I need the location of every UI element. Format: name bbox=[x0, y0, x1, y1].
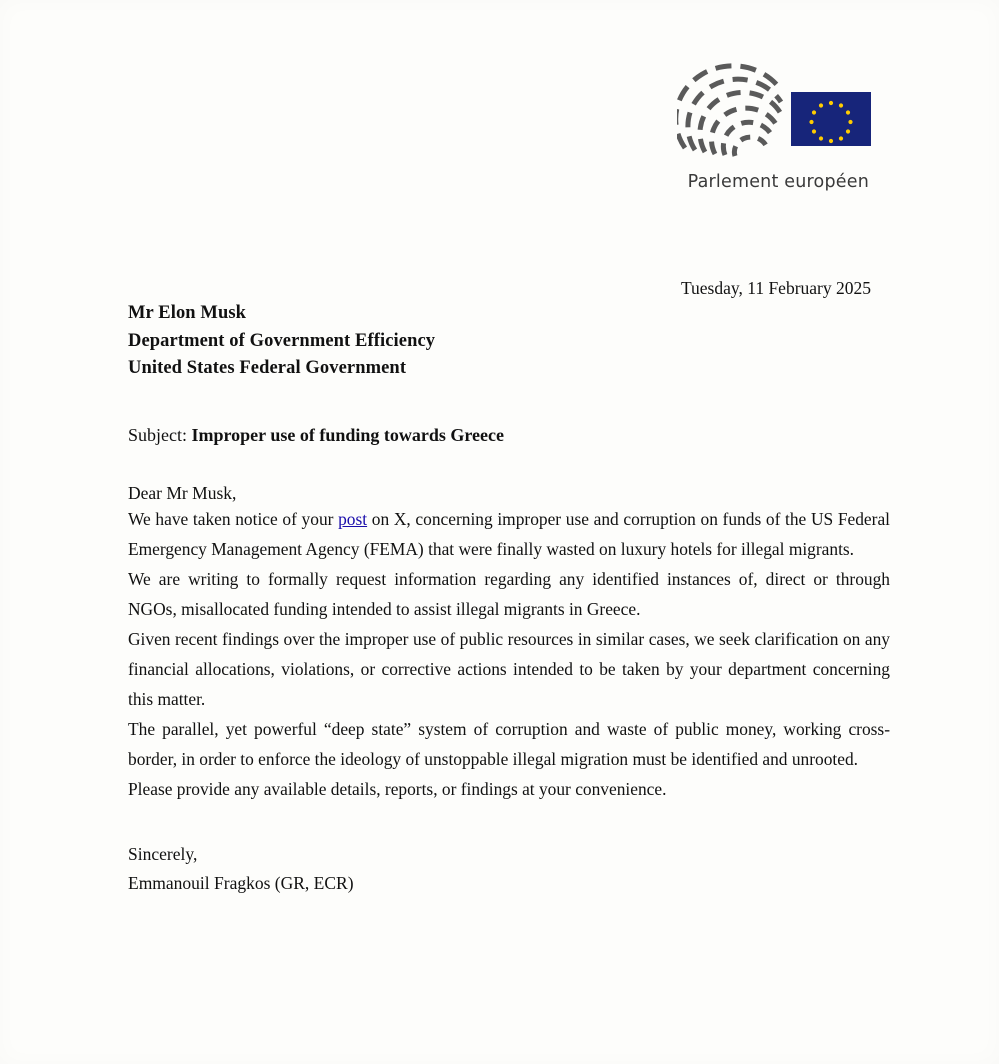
addressee-line-2: Department of Government Efficiency bbox=[128, 330, 436, 351]
paragraph-3: Given recent findings over the improper use of public resources in similar cases, we seek clarification on any financial allocations, violations, or corrective actions intended to be taken by your department concerning this matter. bbox=[128, 628, 890, 709]
letterhead bbox=[571, 62, 871, 192]
subject-value: Improper use of funding towards Greece bbox=[191, 424, 504, 445]
addressee-block bbox=[128, 300, 890, 383]
paragraph-1-text-after: on X, concerning improper use and corruption on funds of the US Federal Emergency Management Agency (FEMA) that were finally wasted on luxury hotels for illegal migrants. bbox=[128, 508, 890, 559]
subject-line bbox=[128, 425, 890, 446]
eu-flag-icon bbox=[791, 92, 871, 146]
closing-block bbox=[128, 840, 890, 898]
subject-label: Subject: bbox=[128, 424, 192, 445]
signatory-name: Emmanouil Fragkos (GR, ECR) bbox=[128, 872, 354, 893]
paragraph-4: The parallel, yet powerful “deep state” system of corruption and waste of public money, working cross-border, in order to enforce the ideology of unstoppable illegal migration must be identified and unrooted. bbox=[128, 718, 890, 769]
salutation: Dear Mr Musk, bbox=[128, 482, 237, 503]
paragraph-1 bbox=[128, 504, 890, 564]
paragraph-2: We are writing to formally request information regarding any identified instances of, direct or through NGOs, misallocated funding intended to assist illegal migrants in Greece. bbox=[128, 568, 890, 619]
letter-date: Tuesday, 11 February 2025 bbox=[680, 278, 871, 298]
letter-body bbox=[128, 300, 890, 898]
closing-salutation: Sincerely, bbox=[128, 843, 198, 864]
addressee-line-1: Mr Elon Musk bbox=[128, 303, 247, 323]
addressee-line-3: United States Federal Government bbox=[128, 358, 407, 378]
post-link[interactable]: post bbox=[338, 508, 368, 529]
paragraph-1-text-before: We have taken notice of your bbox=[128, 508, 339, 529]
european-parliament-logo bbox=[571, 62, 871, 162]
paragraph-5: Please provide any available details, reports, or findings at your convenience. bbox=[128, 778, 667, 799]
logo-caption: Parlement européen bbox=[687, 172, 869, 192]
parliament-arcs-icon bbox=[677, 62, 789, 158]
